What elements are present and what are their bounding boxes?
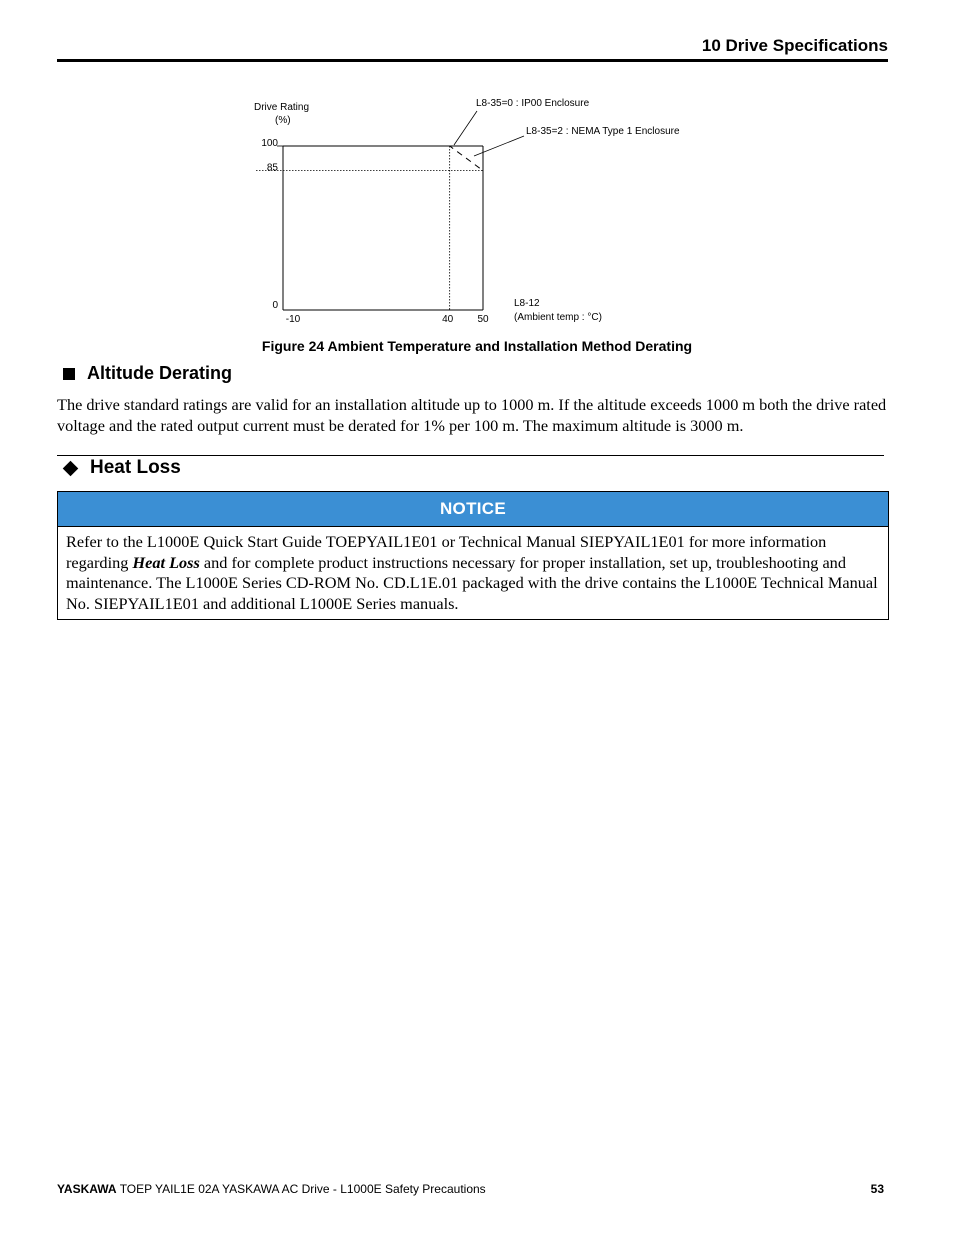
x-tick-label: 50: [477, 314, 489, 325]
heat-loss-heading: [62, 457, 181, 479]
footer-doc-text: TOEP YAIL1E 02A YASKAWA AC Drive - L1000E Safety Precautions: [116, 1182, 486, 1196]
x-axis-label-line1: L8-12: [514, 298, 540, 309]
header-rule: [57, 59, 888, 62]
legend-ip00: L8-35=0 : IP00 Enclosure: [476, 98, 590, 109]
y-tick-label: 100: [261, 138, 278, 149]
y-tick-label: 0: [272, 300, 278, 311]
altitude-heading: [63, 363, 232, 384]
notice-text: [58, 527, 888, 614]
notice-bar: [58, 492, 888, 527]
altitude-heading-text: Altitude Derating: [87, 363, 233, 383]
notice-text-part2: and for complete product instructions necessary for proper installation, set up, troubleshooting and maintenance. The L1000E Series CD-ROM No. CD.L1E.01 packaged with the drive contains the L1000E Technical Manual No. SIEPYAIL1E01 and additional L1000E Series manuals.: [66, 552, 878, 613]
leader-ip00: [454, 111, 477, 145]
footer-doc-info: [57, 1182, 486, 1196]
y-tick-label: 85: [266, 162, 278, 174]
section-divider: [57, 455, 884, 456]
notice-box: [57, 491, 889, 620]
derating-figure: [240, 92, 710, 332]
series-line-nema1: [283, 146, 483, 171]
section-title: 10 Drive Specifications: [701, 36, 888, 55]
x-tick-label: 40: [442, 314, 454, 325]
square-bullet-icon: [63, 368, 75, 380]
footer-brand: YASKAWA: [57, 1182, 117, 1196]
x-axis-label-line2: (Ambient temp : °C): [514, 312, 602, 323]
page-number: 53: [870, 1182, 884, 1196]
heat-loss-heading-text: Heat Loss: [90, 457, 181, 478]
notice-emphasis: Heat Loss: [132, 552, 200, 572]
legend-nema1: L8-35=2 : NEMA Type 1 Enclosure: [526, 126, 680, 137]
diamond-bullet-icon: [63, 460, 79, 476]
figure-caption: Figure 24 Ambient Temperature and Installation Method Derating: [261, 338, 693, 354]
altitude-paragraph: The drive standard ratings are valid for an installation altitude up to 1000 m. If the altitude exceeds 1000 m both the drive rated voltage and the rated output current must be derated for 1% per 100 m. The maximum altitude is 3000 m.: [57, 395, 887, 435]
derating-chart: [240, 92, 710, 332]
notice-text-part1: Refer to the L1000E Quick Start Guide TOEPYAIL1E01 or Technical Manual SIEPYAIL1E01 for more information regarding: [66, 532, 827, 572]
y-axis-label-line1: Drive Rating: [254, 102, 310, 113]
y-axis-label-line2: (%): [275, 115, 291, 126]
x-tick-label: -10: [285, 314, 301, 325]
notice-label: NOTICE: [439, 499, 507, 518]
